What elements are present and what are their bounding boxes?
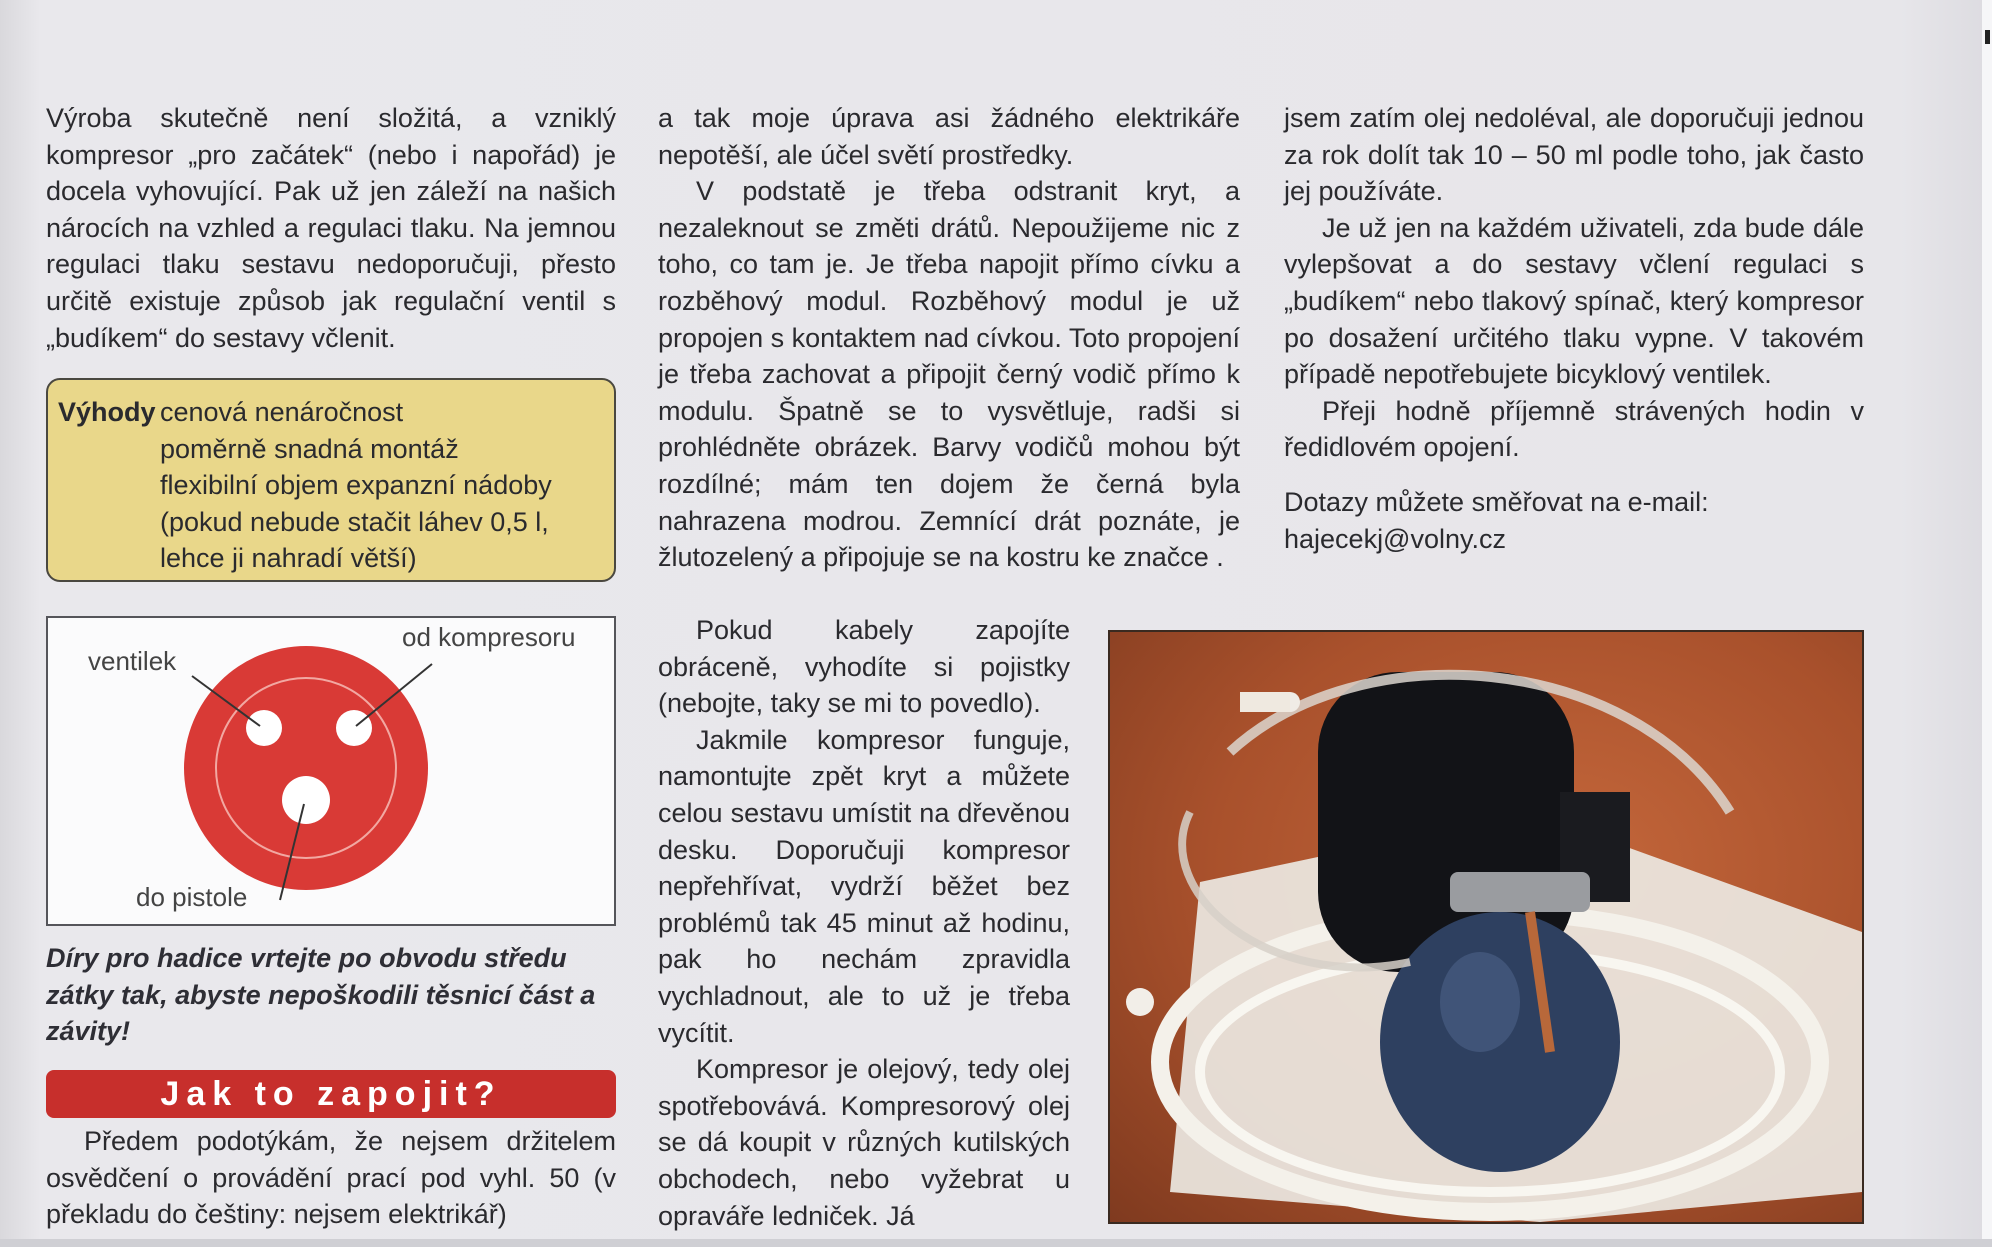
column-2-narrow [658, 612, 1070, 1234]
paragraph: Je už jen na každém uživateli, zda bude dále vylepšovat a do sestavy včlení regulaci s „budíkem“ nebo tlakový spínač, který kompresor po dosažení určitého tlaku vypne. V takovém případě nepotřebujete bicyklový ventilek. [1284, 212, 1864, 390]
advantage-item: (pokud nebude stačit láhev 0,5 l, [160, 506, 549, 537]
hole-to-gun [282, 776, 330, 824]
advantages-heading: Výhody [58, 397, 156, 427]
column-3 [1284, 100, 1864, 557]
section-heading: Jak to zapojit? [46, 1070, 616, 1118]
label-to-gun: do pistole [136, 882, 248, 912]
hole-valve [246, 710, 282, 746]
paragraph-intro: Výroba skutečně není složitá, a vzniklý kompresor „pro začátek“ (nebo i napořád) je docela vyhovující. Pak už jen záleží na našich nárocích na vzhled a regulaci tlaku. Na jemnou regulaci tlaku sestavu nedoporučuji, přesto určitě existuje způsob jak regulační ventil s „budíkem“ do sestavy včlenit. [46, 103, 616, 353]
advantages-list [160, 394, 552, 577]
page-bottom-strip [0, 1239, 1992, 1247]
advantage-item: flexibilní objem expanzní nádoby [160, 470, 552, 501]
foot [1126, 988, 1154, 1016]
hole-from-compressor [336, 710, 372, 746]
label-valve: ventilek [88, 646, 177, 676]
page-edge [1982, 0, 1992, 1247]
compressor-photo [1108, 630, 1864, 1224]
column-1-continued [46, 1123, 616, 1233]
plug-diagram-svg [48, 618, 614, 924]
paragraph: Pokud kabely zapojíte obráceně, vyhodíte si pojistky (nebojte, taky se mi to povedlo). [658, 615, 1070, 719]
diagram-caption: Díry pro hadice vrtejte po obvodu středu zátky tak, abyste nepoškodili těsnicí část a závity! [46, 943, 596, 1047]
plug-diagram [46, 616, 616, 926]
paragraph: Kompresor je olejový, tedy olej spotřebovává. Kompresorový olej se dá koupit v různých kutilských obchodech, nebo vyžebrat u opraváře ledniček. Já [658, 1054, 1070, 1231]
advantages-box [46, 378, 616, 582]
paragraph: jsem zatím olej nedoléval, ale doporučuji jednou za rok dolít tak 10 – 50 ml podle toho, jak často jej používáte. [1284, 103, 1864, 207]
tank-highlight [1440, 952, 1520, 1052]
label-from-compressor: od kompresoru [402, 622, 576, 652]
paragraph-disclaimer: Předem podotýkám, že nejsem držitelem osvědčení o provádění prací pod vyhl. 50 (v překladu do češtiny: nejsem elektrikář) [46, 1126, 616, 1230]
column-2 [658, 100, 1240, 576]
advantage-item: cenová nenáročnost [160, 397, 404, 427]
compressor-illustration [1110, 632, 1862, 1222]
valve-block [1450, 872, 1590, 912]
column-1 [46, 100, 616, 356]
connector-cap [1240, 692, 1290, 712]
paragraph: V podstatě je třeba odstranit kryt, a nezaleknout se změti drátů. Nepoužijeme nic z toho, co tam je. Je třeba napojit přímo cívku a rozběhový modul. Rozběhový modul je už propojen s kontaktem nad cívkou. Toto propojení je třeba zachovat a připojit černý vodič přímo k modulu. Špatně se to vysvětluje, radši si prohlédněte obrázek. Barvy vodičů mohou být rozdílné; mám ten dojem že černá byla nahrazena modrou. Zemnící drát poznáte, je žlutozelený a připojuje se na kostru ke značce . [658, 176, 1240, 573]
contact-label: Dotazy můžete směřovat na e-mail: [1284, 486, 1709, 517]
scan-mark [1985, 30, 1990, 44]
paragraph: Přeji hodně příjemně strávených hodin v ředidlovém opojení. [1284, 395, 1864, 463]
plug-outer-circle [184, 646, 428, 890]
paragraph: a tak moje úprava asi žádného elektrikáře nepotěší, ale účel světí prostředky. [658, 103, 1240, 170]
advantage-item: poměrně snadná montáž [160, 433, 459, 464]
contact-email: hajecekj@volny.cz [1284, 523, 1506, 554]
advantage-item: lehce ji nahradí větší) [160, 543, 417, 574]
paragraph: Jakmile kompresor funguje, namontujte zpět kryt a můžete celou sestavu umístit na dřevěnou desku. Doporučuji kompresor nepřehřívat, vydrží běžet bez problémů tak 45 minut až hodinu, pak ho nechám zpravidla vychladnout, ale to už je třeba vycítit. [658, 724, 1070, 1048]
